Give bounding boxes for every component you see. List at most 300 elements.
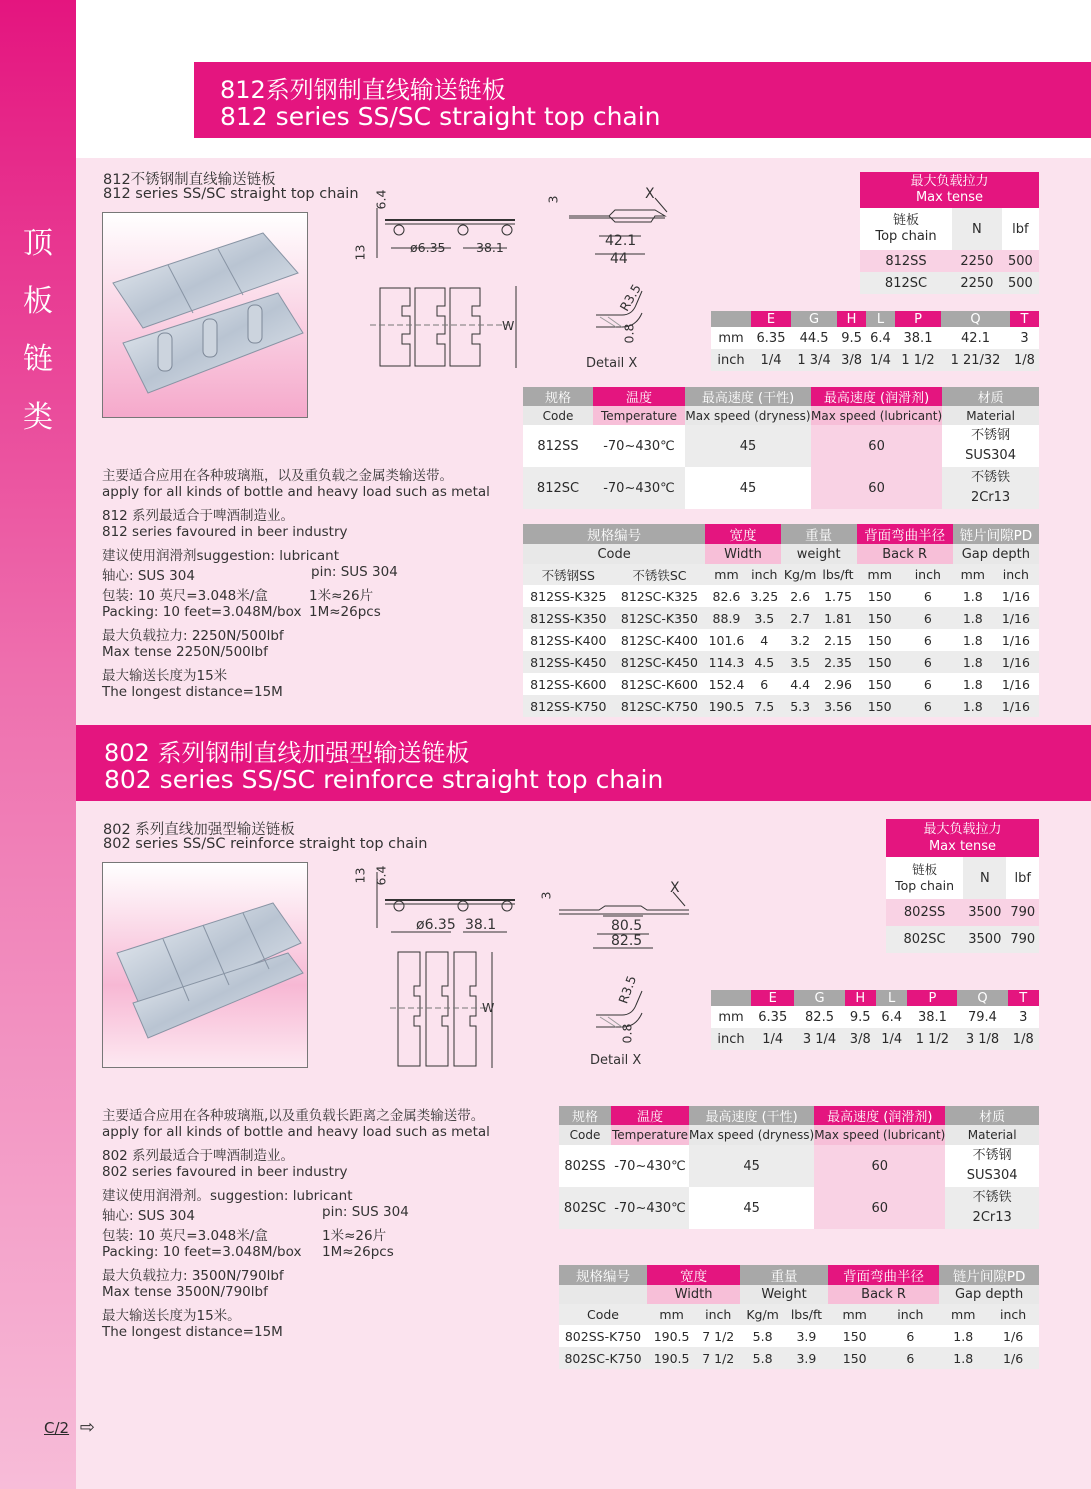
codes-unit-head: mm	[842, 1307, 867, 1322]
maxtense-title-cn: 最大负载拉力	[923, 822, 1002, 837]
table-cell: 2.96	[824, 676, 852, 692]
codes-unit-head: 不锈铁SC	[632, 567, 687, 583]
s812-desc-line: 轴心: SUS 304	[102, 568, 195, 584]
codes-unit-head: inch	[897, 1307, 924, 1322]
section-802-title-cn: 802 系列钢制直线加强型输送链板	[104, 739, 470, 767]
spec-cell: -70~430℃	[593, 467, 685, 509]
param-head: H	[837, 311, 866, 327]
dim-label: X	[670, 880, 680, 896]
s812-codes-table	[523, 524, 1039, 717]
spec-material-code: 2Cr13	[972, 1210, 1012, 1225]
codes-head: 宽度	[647, 1265, 740, 1285]
spec-material-code: 2Cr13	[970, 490, 1011, 505]
table-cell: 150	[867, 654, 892, 670]
spec-cell: 802SC	[559, 1187, 611, 1229]
param-head: T	[1008, 990, 1039, 1006]
dim-label: W	[502, 318, 515, 333]
param-head: P	[907, 990, 957, 1006]
dim-label: ø6.35	[410, 240, 446, 255]
table-cell: 6	[923, 588, 932, 604]
param-cell: 1 3/4	[797, 352, 831, 368]
sidebar-char: 顶	[23, 226, 53, 261]
codes-head-en: Gap depth	[953, 544, 1039, 564]
table-cell: 6	[923, 632, 932, 648]
section-802-title-en: 802 series SS/SC reinforce straight top chain	[104, 765, 664, 794]
s812-desc-line: pin: SUS 304	[311, 564, 398, 580]
s812-desc-line: 1米≈26片	[309, 588, 374, 604]
spec-head-en: Code	[559, 1125, 611, 1145]
s802-desc-line: 最大输送长度为15米。	[102, 1308, 241, 1324]
page-number	[44, 1417, 95, 1438]
dim-label: R3.5	[615, 973, 640, 1006]
maxtense-col0-en: Top chain	[875, 229, 937, 244]
s812-desc-line: 主要适合应用在各种玻璃瓶，以及重负载之金属类输送带。	[102, 468, 453, 484]
table-cell: 1.8	[962, 698, 983, 714]
param-head: E	[751, 990, 794, 1006]
s812-desc-line: 812 series favoured in beer industry	[102, 524, 348, 540]
table-cell: 150	[867, 698, 892, 714]
spec-cell: 45	[685, 467, 811, 509]
s812-top-diagram	[370, 282, 520, 372]
spec-head-en: Temperature	[593, 406, 685, 425]
param-head: T	[1010, 311, 1039, 327]
table-cell: 190.5	[708, 698, 745, 714]
chain-photo-graphic	[103, 863, 307, 1067]
table-cell: 7 1/2	[702, 1350, 735, 1366]
s802-desc-line: 主要适合应用在各种玻璃瓶,以及重负载长距离之金属类输送带。	[102, 1108, 485, 1124]
table-cell: 150	[867, 588, 892, 604]
table-cell: 7.5	[754, 698, 775, 714]
table-cell: 114.3	[708, 654, 745, 670]
s802-product-photo	[102, 862, 308, 1068]
codes-unit-head: lbs/ft	[822, 567, 854, 582]
codes-unit-head: inch	[751, 567, 778, 582]
spec-head-en: Temperature	[611, 1125, 689, 1145]
dim-label: 44	[610, 251, 628, 267]
maxtense-col2: lbf	[1002, 208, 1039, 250]
maxtense-col1: N	[952, 208, 1002, 250]
table-cell: 812SC-K325	[620, 588, 698, 604]
page-number-label: C/2	[44, 1419, 70, 1437]
table-cell: 4.5	[754, 654, 775, 670]
spec-cell: 60	[811, 467, 942, 509]
s802-maxtense-table	[886, 819, 1039, 953]
param-cell: 3	[1020, 330, 1029, 346]
s802-desc-line: Max tense 3500N/790lbf	[102, 1284, 268, 1300]
table-cell: 2.35	[824, 654, 852, 670]
param-head: L	[866, 311, 895, 327]
dim-label: X	[645, 186, 655, 202]
s802-subtitle-cn: 802 系列直线加强型输送链板	[103, 822, 295, 838]
sidebar-char: 类	[23, 400, 53, 435]
table-cell: 802SC-K750	[564, 1350, 642, 1366]
s802-desc-line: The longest distance=15M	[102, 1324, 283, 1340]
codes-unit-head: Kg/m	[783, 567, 817, 582]
spec-head-en: Material	[942, 406, 1039, 425]
table-cell: 812SS-K325	[530, 588, 607, 604]
table-cell: 150	[842, 1350, 867, 1366]
param-cell: 3 1/4	[802, 1031, 837, 1047]
table-cell: 790	[1006, 926, 1039, 953]
spec-head-en: Max speed (dryness)	[689, 1125, 814, 1145]
param-cell: 82.5	[805, 1009, 834, 1025]
spec-head-en: Max speed (dryness)	[685, 406, 811, 425]
table-cell: 6	[923, 698, 932, 714]
table-cell: 150	[867, 610, 892, 626]
table-cell: 5.8	[752, 1350, 773, 1366]
param-head: Q	[941, 311, 1010, 327]
table-cell: 1.8	[962, 632, 983, 648]
param-head: G	[791, 311, 837, 327]
table-cell: 5.8	[752, 1328, 773, 1344]
table-row	[523, 695, 1039, 717]
table-cell: 500	[1002, 250, 1039, 272]
table-cell: 1.8	[962, 610, 983, 626]
codes-unit-head: inch	[1000, 1307, 1027, 1322]
param-cell: 3/8	[849, 1031, 871, 1047]
codes-head: 链片间隙PD	[953, 524, 1039, 544]
table-cell: 1/6	[1003, 1328, 1024, 1344]
table-cell: 1.8	[962, 676, 983, 692]
table-cell: 150	[867, 676, 892, 692]
table-cell: 812SC-K750	[620, 698, 698, 714]
maxtense-col2: lbf	[1006, 857, 1039, 899]
table-cell: 802SS	[886, 899, 963, 926]
param-cell: 6.35	[758, 1009, 788, 1025]
spec-head: 材质	[942, 387, 1039, 406]
s802-subtitle-en: 802 series SS/SC reinforce straight top chain	[103, 836, 428, 852]
s812-desc-line: Packing: 10 feet=3.048M/box	[102, 604, 302, 620]
codes-unit-head: mm	[867, 567, 892, 582]
s812-desc-line: Max tense 2250N/500lbf	[102, 644, 268, 660]
dim-label: 3	[538, 891, 554, 900]
spec-cell: 45	[689, 1187, 814, 1229]
dim-label: 3	[545, 195, 561, 204]
param-cell: 1/4	[870, 352, 891, 368]
spec-head: 温度	[593, 387, 685, 406]
param-cell: 1/4	[881, 1031, 903, 1047]
param-cell: 9.5	[841, 330, 862, 346]
s812-desc-line: 1M≈26pcs	[309, 604, 381, 620]
table-cell: 2250	[952, 272, 1002, 294]
table-cell: 3.25	[750, 588, 779, 604]
table-cell: 1/6	[1003, 1350, 1024, 1366]
s802-params-table	[711, 990, 1039, 1050]
codes-head: 重量	[740, 1265, 828, 1285]
dim-label: 6.4	[373, 865, 389, 886]
codes-head: 规格编号	[523, 524, 705, 544]
codes-head-en: weight	[781, 544, 857, 564]
table-cell: 812SS-K450	[530, 654, 607, 670]
s802-spec-table	[559, 1106, 1039, 1229]
param-cell: 1 1/2	[915, 1031, 950, 1047]
codes-head-en: Gap depth	[939, 1285, 1039, 1304]
maxtense-col1: N	[963, 857, 1006, 899]
table-cell: 1.8	[953, 1350, 974, 1366]
table-cell: 4.4	[790, 676, 811, 692]
codes-unit-head: lbs/ft	[790, 1307, 823, 1322]
param-head: P	[895, 311, 941, 327]
spec-material-cn: 不锈铁	[971, 470, 1011, 485]
s812-desc-line: 包装: 10 英尺=3.048米/盒	[102, 588, 268, 604]
param-cell: 6.4	[870, 330, 891, 346]
codes-head-en: Width	[705, 544, 781, 564]
param-cell: 38.1	[917, 1009, 947, 1025]
table-cell: 1/16	[1001, 610, 1030, 626]
table-cell: 1/16	[1001, 654, 1030, 670]
table-cell: 3.9	[796, 1328, 817, 1344]
s802-codes-table	[559, 1265, 1039, 1369]
spec-material-code: SUS304	[966, 1168, 1018, 1183]
s812-params-table	[711, 311, 1039, 371]
spec-head-en: Code	[523, 406, 593, 425]
s812-desc-line: The longest distance=15M	[102, 684, 283, 700]
spec-material-cn: 不锈钢	[971, 428, 1011, 443]
spec-cell: 812SS	[523, 425, 593, 467]
table-cell: 812SS-K400	[530, 632, 607, 648]
maxtense-col0-cn: 链板	[912, 862, 938, 877]
s802-desc-line: 建议使用润滑剂。suggestion: lubricant	[102, 1188, 353, 1204]
spec-cell: 60	[814, 1145, 945, 1187]
s812-desc-line: apply for all kinds of bottle and heavy load such as metal	[102, 484, 490, 500]
table-row	[523, 673, 1039, 695]
table-cell: 3500	[963, 899, 1006, 926]
codes-unit-head: Code	[586, 1307, 619, 1322]
table-cell: 812SS-K750	[530, 698, 607, 714]
dim-label: 80.5	[611, 918, 643, 934]
codes-head: 规格编号	[559, 1265, 647, 1285]
param-cell: 3 1/8	[965, 1031, 1000, 1047]
param-head: E	[751, 311, 791, 327]
s812-product-photo	[102, 212, 308, 418]
s802-desc-line: apply for all kinds of bottle and heavy load such as metal	[102, 1124, 490, 1140]
section-812-title-en: 812 series SS/SC straight top chain	[220, 102, 661, 131]
spec-head: 最高速度 (干性)	[685, 387, 811, 406]
table-cell: 1/16	[1001, 588, 1030, 604]
codes-head: 背面弯曲半径	[857, 524, 953, 544]
spec-head-en: Max speed (lubricant)	[811, 406, 942, 425]
chain-photo-graphic	[103, 213, 307, 417]
maxtense-title-en: Max tense	[915, 190, 984, 205]
table-cell: 190.5	[653, 1350, 690, 1366]
sidebar-char: 板	[23, 284, 53, 319]
spec-cell: 45	[689, 1145, 814, 1187]
spec-head-en: Material	[945, 1125, 1039, 1145]
table-cell: 3.5	[790, 654, 811, 670]
s812-maxtense-table	[860, 172, 1039, 294]
codes-unit-head: Kg/m	[746, 1307, 779, 1322]
table-cell: 1.8	[962, 588, 983, 604]
table-cell: 1.8	[953, 1328, 974, 1344]
param-cell: 6.4	[881, 1009, 903, 1025]
param-cell: 1/4	[762, 1031, 784, 1047]
table-cell: 812SS-K350	[530, 610, 607, 626]
param-cell: inch	[717, 352, 745, 368]
table-cell: 6	[760, 676, 769, 692]
param-cell: 79.4	[968, 1009, 997, 1025]
param-head: G	[794, 990, 844, 1006]
dim-label: 13	[352, 244, 368, 261]
table-cell: 1.75	[824, 588, 852, 604]
dim-label: 38.1	[465, 917, 497, 933]
codes-unit-head: inch	[914, 567, 941, 582]
param-cell: 1/8	[1012, 1031, 1034, 1047]
spec-material-cn: 不锈钢	[972, 1148, 1012, 1163]
table-cell: 6	[923, 610, 932, 626]
dim-label: 82.5	[611, 933, 643, 949]
param-cell: 1 21/32	[950, 352, 1001, 368]
table-cell: 3.5	[754, 610, 775, 626]
table-cell: 1/16	[1001, 698, 1030, 714]
table-cell: 812SC-K450	[620, 654, 698, 670]
table-cell: 812SC	[860, 272, 952, 294]
param-cell: 1/4	[760, 352, 782, 368]
spec-cell: 812SC	[523, 467, 593, 509]
codes-head-en	[559, 1285, 647, 1304]
table-cell: 2250	[952, 250, 1002, 272]
table-cell: 1.81	[824, 610, 852, 626]
s802-desc-line: pin: SUS 304	[322, 1204, 409, 1220]
param-cell: 1 1/2	[901, 352, 935, 368]
dim-label: 42.1	[605, 233, 637, 249]
table-cell: 790	[1006, 899, 1039, 926]
table-row	[559, 1325, 1039, 1347]
spec-cell: 60	[814, 1187, 945, 1229]
table-cell: 150	[842, 1328, 867, 1344]
table-cell: 812SC-K350	[620, 610, 698, 626]
spec-cell: -70~430℃	[611, 1187, 689, 1229]
codes-head-en: Weight	[740, 1285, 828, 1304]
param-cell: 1/8	[1014, 352, 1035, 368]
table-cell: 1/16	[1001, 632, 1030, 648]
codes-unit-head: 不锈钢SS	[541, 567, 595, 583]
table-cell: 802SC	[886, 926, 963, 953]
spec-cell: -70~430℃	[611, 1145, 689, 1187]
param-head: L	[876, 990, 907, 1006]
s802-desc-line: 802 系列最适合于啤酒制造业。	[102, 1148, 295, 1164]
spec-material-code: SUS304	[965, 448, 1016, 463]
table-cell: 812SS-K600	[530, 676, 607, 692]
dim-label: 6.4	[373, 189, 389, 210]
table-cell: 6	[906, 1328, 915, 1344]
spec-cell: -70~430℃	[593, 425, 685, 467]
table-cell: 6	[923, 676, 932, 692]
codes-head-en: Width	[647, 1285, 740, 1304]
s812-subtitle-cn: 812不锈钢制直线输送链板	[103, 172, 276, 188]
dim-label: Detail X	[590, 1053, 642, 1068]
spec-head-en: Max speed (lubricant)	[814, 1125, 945, 1145]
codes-unit-head: mm	[714, 567, 739, 582]
dim-label: 0.8	[619, 1023, 635, 1044]
table-cell: 812SC-K400	[620, 632, 698, 648]
spec-cell: 45	[685, 425, 811, 467]
s812-subtitle-en: 812 series SS/SC straight top chain	[103, 186, 359, 202]
spec-cell: 802SS	[559, 1145, 611, 1187]
param-cell: inch	[717, 1031, 745, 1047]
spec-head: 材质	[945, 1106, 1039, 1125]
section-802-header	[76, 725, 1091, 801]
param-cell: 44.5	[799, 330, 829, 346]
table-cell: 82.6	[712, 588, 741, 604]
dim-label: W	[482, 1000, 495, 1015]
table-cell: 2.15	[824, 632, 852, 648]
sidebar-char: 链	[23, 342, 53, 377]
spec-head: 最高速度 (干性)	[689, 1106, 814, 1125]
table-cell: 150	[867, 632, 892, 648]
s812-desc-line: 建议使用润滑剂suggestion: lubricant	[102, 548, 339, 564]
s802-desc-line: 轴心: SUS 304	[102, 1208, 195, 1224]
maxtense-title-en: Max tense	[928, 839, 997, 854]
table-cell: 2.7	[790, 610, 811, 626]
table-cell: 812SS	[860, 250, 952, 272]
maxtense-col0-cn: 链板	[893, 213, 920, 228]
table-row	[523, 607, 1039, 629]
s812-spec-table	[523, 387, 1039, 509]
table-cell: 1.8	[962, 654, 983, 670]
table-cell: 6	[906, 1350, 915, 1366]
table-cell: 88.9	[712, 610, 741, 626]
param-cell: 3/8	[841, 352, 863, 368]
table-cell: 500	[1002, 272, 1039, 294]
table-cell: 4	[760, 632, 769, 648]
codes-head: 链片间隙PD	[939, 1265, 1039, 1285]
param-cell: mm	[718, 1009, 744, 1025]
table-cell: 190.5	[653, 1328, 690, 1344]
codes-unit-head: mm	[951, 1307, 976, 1322]
s812-detail-diagram	[590, 285, 650, 345]
spec-head: 规格	[523, 387, 593, 406]
codes-head-en: Code	[523, 544, 705, 564]
table-cell: 3.2	[790, 632, 811, 648]
table-cell: 6	[923, 654, 932, 670]
dim-label: R3.5	[616, 281, 644, 314]
codes-unit-head: mm	[659, 1307, 684, 1322]
s812-desc-line: 最大输送长度为15米	[102, 668, 228, 684]
maxtense-title-cn: 最大负载拉力	[910, 174, 989, 189]
dim-label: 38.1	[476, 240, 504, 255]
param-cell: 3	[1019, 1009, 1028, 1025]
param-cell: 9.5	[849, 1009, 871, 1025]
dim-label: 13	[352, 867, 368, 884]
param-cell: 38.1	[903, 330, 933, 346]
param-head: Q	[957, 990, 1007, 1006]
spec-material-cn: 不锈铁	[972, 1190, 1012, 1205]
s802-desc-line: 802 series favoured in beer industry	[102, 1164, 348, 1180]
s802-desc-line: 1M≈26pcs	[322, 1244, 394, 1260]
table-cell: 1/16	[1001, 676, 1030, 692]
table-cell: 152.4	[708, 676, 745, 692]
maxtense-col0-en: Top chain	[895, 878, 955, 893]
table-cell: 101.6	[708, 632, 745, 648]
codes-unit-head: inch	[1002, 567, 1029, 582]
codes-unit-head: inch	[705, 1307, 732, 1322]
table-cell: 812SC-K600	[620, 676, 698, 692]
codes-head: 宽度	[705, 524, 781, 544]
table-cell: 3500	[963, 926, 1006, 953]
param-cell: 6.35	[756, 330, 786, 346]
spec-head: 最高速度 (润滑剂)	[814, 1106, 945, 1125]
table-cell: 802SS-K750	[564, 1328, 642, 1344]
section-812-header	[194, 62, 1091, 138]
dim-label: Detail X	[586, 356, 638, 371]
codes-head: 背面弯曲半径	[828, 1265, 939, 1285]
spec-head: 最高速度 (润滑剂)	[811, 387, 942, 406]
s802-desc-line: 1米≈26片	[322, 1228, 387, 1244]
codes-head: 重量	[781, 524, 857, 544]
spec-head: 温度	[611, 1106, 689, 1125]
codes-head-en: Back R	[857, 544, 953, 564]
spec-head: 规格	[559, 1106, 611, 1125]
